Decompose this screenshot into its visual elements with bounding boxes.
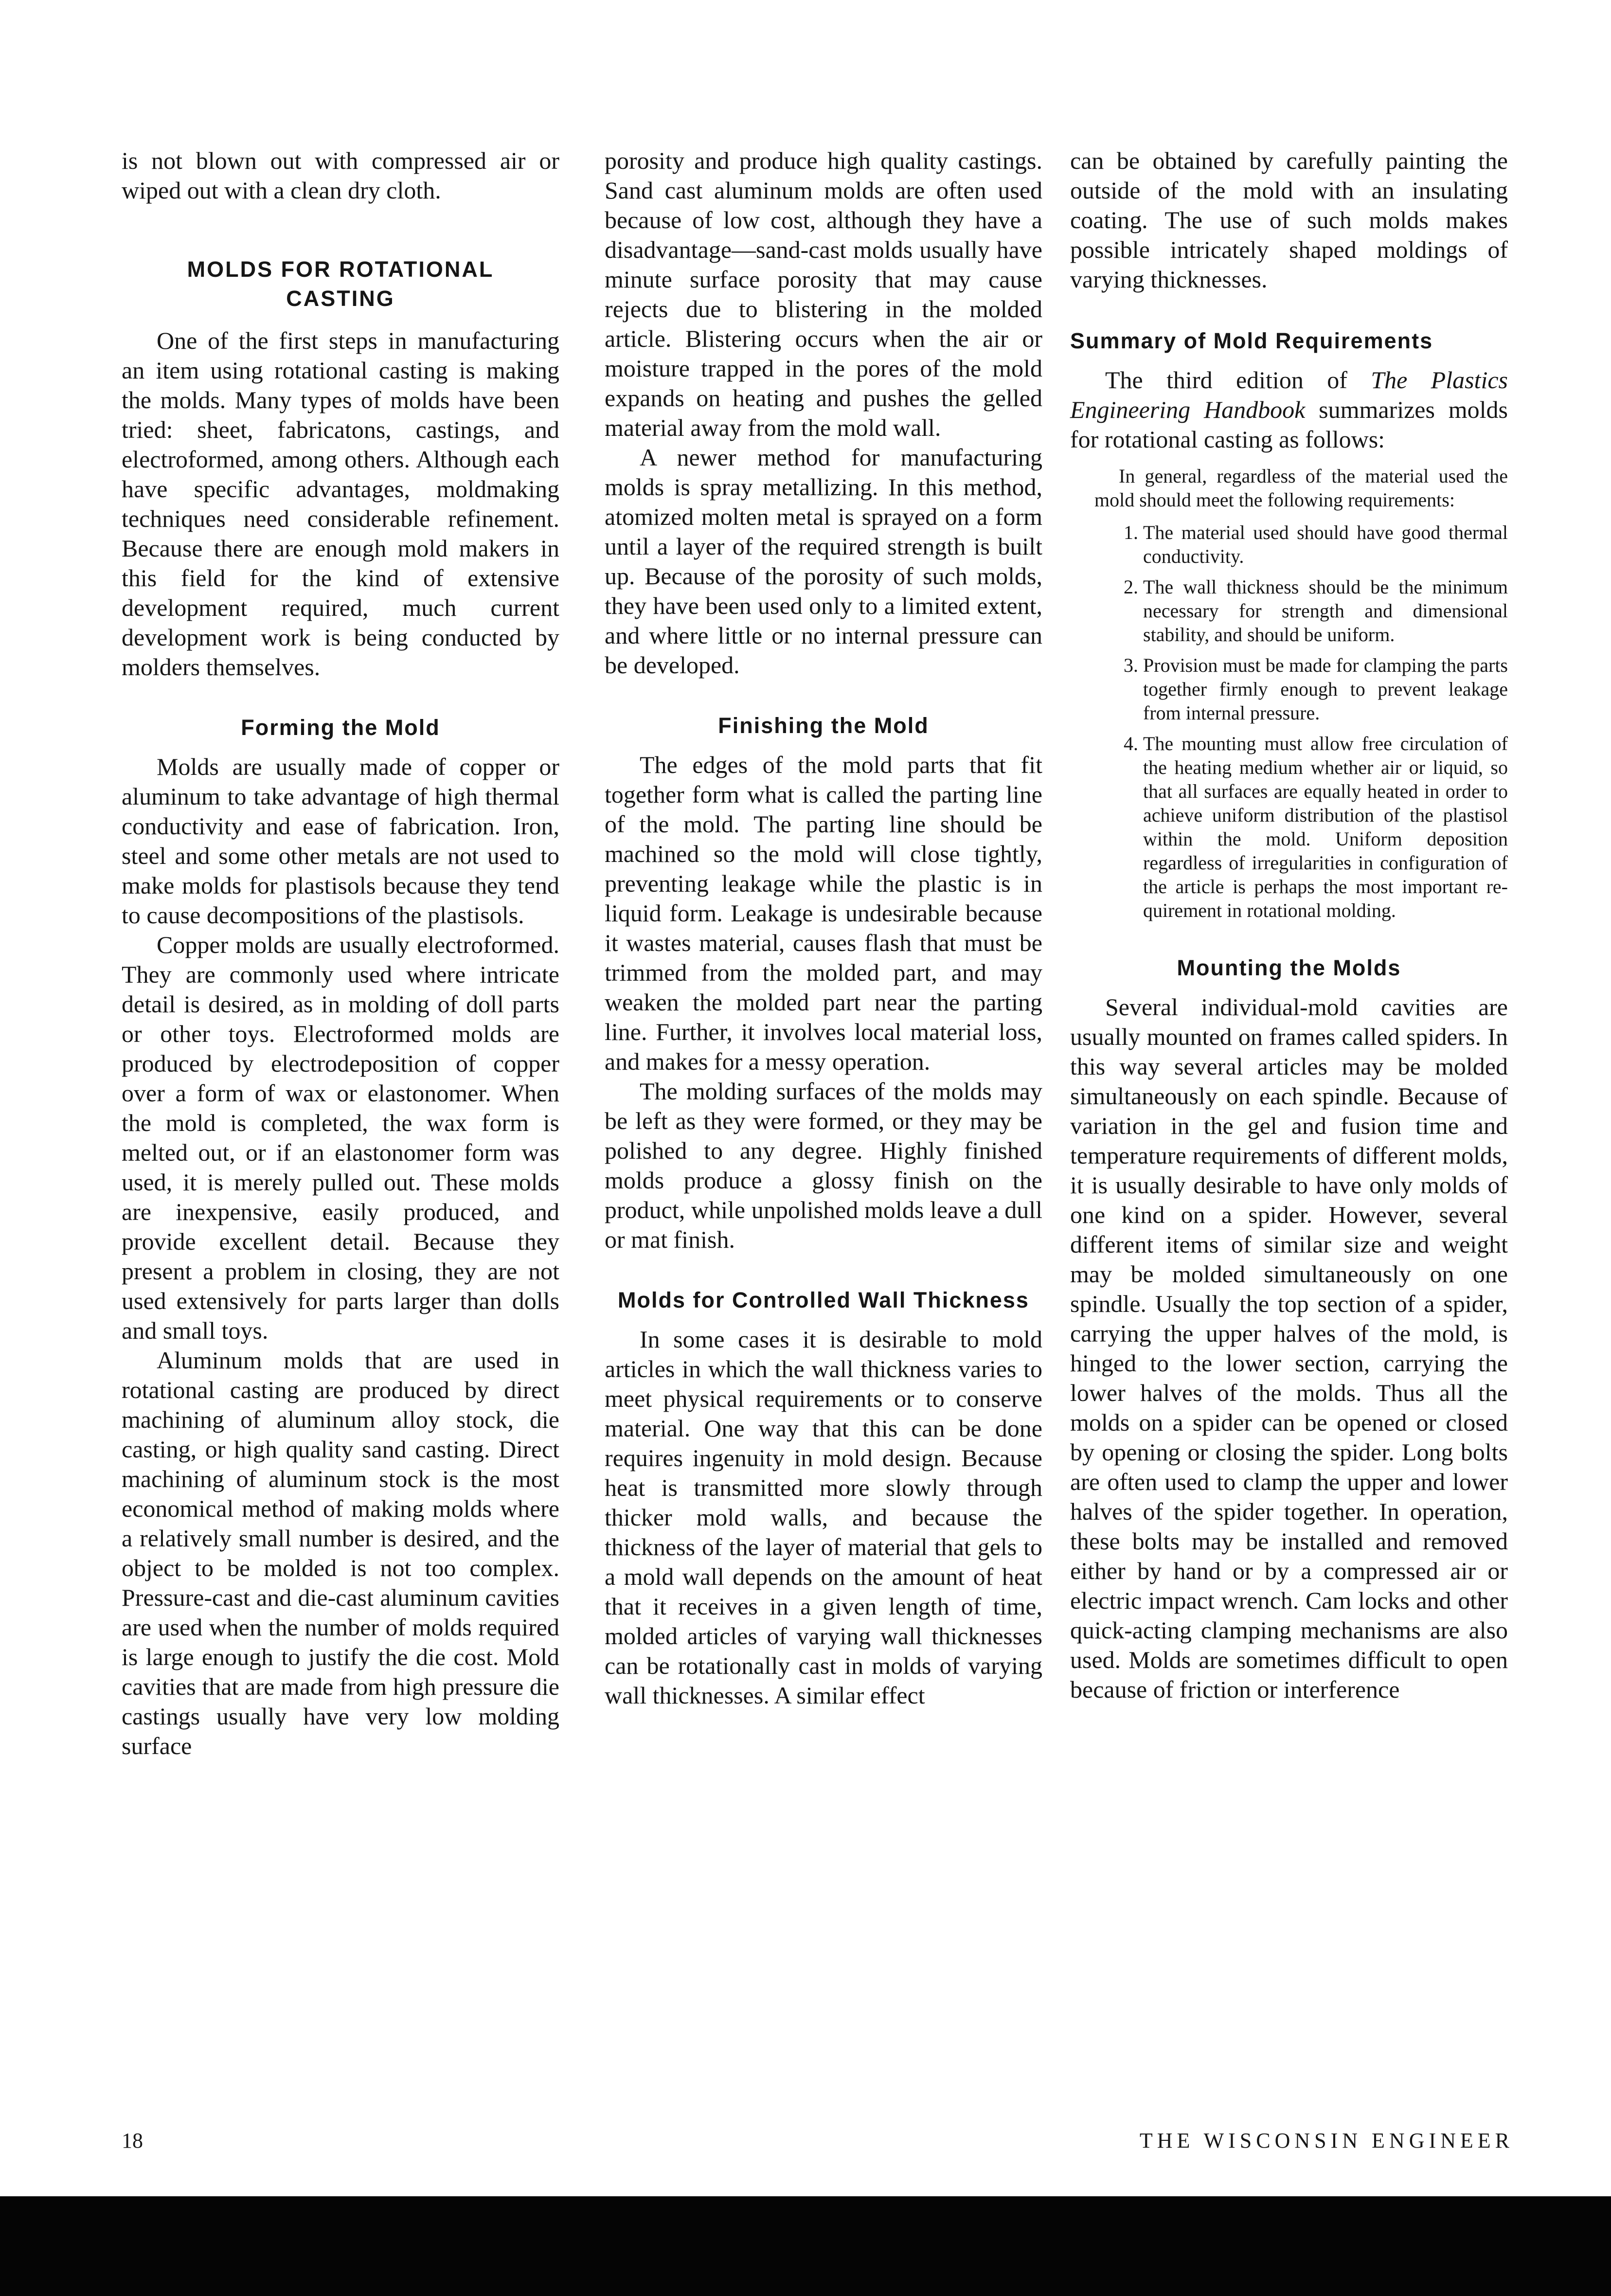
list-item: 4. The mounting must allow free circulation of the heating medium whether air or liquid, so that all surfaces are equally heated in order to achieve uniform distribution of the plastisol within the mold. Uniform deposition regardless of irregularities in configuration of the article is perhaps the most important requirement in rotational molding. [1143, 732, 1508, 922]
paragraph: Several individual-mold cavities are usually mounted on frames called spiders. In this way several articles may be molded simultaneously on each spindle. Because of variation in the gel and fusion time and temperature requirements of different molds, it is usually desirable to have only molds of one kind on a spider. However, several different items of similar size and weight may be molded simultaneously on one spindle. Usually the top section of a spider, carrying the upper halves of the mold, is hinged to the lower section, carrying the lower halves of the molds. Thus all the molds on a spider can be opened or closed by opening or closing the spider. Long bolts are often used to clamp the upper and lower halves of the spider together. In operation, these bolts may be installed and removed either by hand or by a compressed air or electric impact wrench. Cam locks and other quick-acting clamping mechanisms are also used. Molds are sometimes difficult to open because of friction or interference [1070, 993, 1508, 1703]
requirements-list [1094, 520, 1508, 922]
subheading-finishing-the-mold: Finishing the Mold [718, 713, 929, 738]
list-item: 1. The material used should have good thermal conductivity. [1143, 520, 1508, 568]
handbook-title: The Plastics Engineering Handbook [1070, 366, 1508, 423]
paragraph: In some cases it is desirable to mold articles in which the wall thickness varies to meet physical requirements or to conserve material. One way that this can be done requires ingenuity in mold design. Because heat is transmitted more slowly through thicker mold walls, and because the thickness of the layer of material that gels to a mold wall depends on the amount of heat that it receives in a given length of time, molded articles of varying wall thicknesses can be rotationally cast in molds of varying wall thicknesses. A similar effect [605, 1326, 1042, 1709]
list-item: 2. The wall thickness should be the minimum necessary for strength and dimensional stability, and should be uniform. [1143, 575, 1508, 646]
masthead: THE WISCONSIN ENGINEER [1139, 2129, 1514, 2152]
paragraph [1070, 365, 1508, 454]
page-number: 18 [122, 2129, 143, 2152]
text-run: summarizes molds for rotational casting as follows: [1070, 396, 1508, 453]
subheading-molds-for-controlled-wall-thickness: Molds for Controlled Wall Thickness [618, 1288, 1029, 1312]
paragraph: can be obtained by carefully painting the outside of the mold with an insulating coating. The use of such molds makes possible intricately shaped moldings of varying thicknesses. [1070, 147, 1508, 293]
subheading-forming-the-mold: Forming the Mold [241, 715, 440, 740]
list-item: 3. Provision must be made for clamping the parts together firmly enough to prevent leakage from internal pressure. [1143, 653, 1508, 725]
section-heading-molds-for-rotational-casting: MOLDS FOR ROTATIONAL CASTING [187, 257, 494, 311]
subheading-summary-of-mold-requirements: Summary of Mold Requirements [1070, 328, 1433, 353]
paragraph: A newer method for manufacturing molds is spray metallizing. In this method, atomized molten metal is sprayed on a form until a layer of the required strength is built up. Because of the porosity of such molds, they have been used only to a limited extent, and where little or no internal pressure can be developed. [605, 444, 1042, 679]
paragraph: Molds are usually made of copper or aluminum to take advantage of high thermal conductivity and ease of fabrication. Iron, steel and some other metals are not used to make molds for plastisols because they tend to cause decompositions of the plastisols. [122, 753, 559, 929]
paragraph: is not blown out with compressed air or wiped out with a clean dry cloth. [122, 147, 559, 204]
quote-intro: In general, regardless of the material used the mold should meet the following requirements: [1094, 465, 1508, 511]
text-run: The third edition of [1105, 366, 1371, 394]
paragraph: Aluminum molds that are used in rotational casting are produced by direct machining of aluminum alloy stock, die casting, or high quality sand casting. Direct machining of aluminum stock is the most economical method of making molds where a relatively small number is desired, and the object to be molded is not too complex. Pressure-cast and die-cast aluminum cavities are used when the number of molds required is large enough to justify the die cost. Mold cavities that are made from high pressure die castings usually have very low molding surface [122, 1346, 559, 1759]
block-quote [1094, 464, 1508, 922]
paragraph: porosity and produce high quality castings. Sand cast aluminum molds are often used because of low cost, although they have a disadvantage—sand-cast molds usually have minute surface porosity that may cause rejects due to blistering in the molded article. Blistering occurs when the air or moisture trapped in the pores of the mold expands on heating and pushes the gelled material away from the mold wall. [605, 147, 1042, 441]
column-2 [605, 146, 1042, 1710]
paragraph: One of the first steps in manufacturing an item using rotational casting is making the molds. Many types of molds have been tried: sheet, fabricatons, castings, and electroformed, among others. Although each have specific advantages, moldmaking techniques need considerable refinement. Because there are enough mold makers in this field for the kind of extensive development required, much current development work is being conducted by molders themselves. [122, 327, 559, 681]
paragraph: Copper molds are usually electroformed. They are commonly used where intricate detail is desired, as in molding of doll parts or other toys. Electroformed molds are produced by electrodeposition of copper over a form of wax or elastonomer. When the mold is completed, the wax form is melted out, or if an elastonomer form was used, it is merely pulled out. These molds are inexpensive, easily produced, and provide excellent detail. Because they present a problem in closing, they are not used extensively for parts larger than dolls and small toys. [122, 931, 559, 1344]
scan-border [0, 2196, 1611, 2296]
subheading-mounting-the-molds: Mounting the Molds [1177, 955, 1401, 980]
paragraph: The edges of the mold parts that fit together form what is called the parting line of the mold. The parting line should be machined so the mold will close tightly, preventing leakage while the plastic is in liquid form. Leakage is undesirable because it wastes material, causes flash that must be trimmed from the molded part, and may weaken the molded part near the parting line. Further, it involves local material loss, and makes for a messy operation. [605, 751, 1042, 1075]
column-3 [1070, 146, 1508, 1704]
column-1 [122, 146, 559, 1761]
paragraph: The molding surfaces of the molds may be left as they were formed, or they may be polished to any degree. Highly finished molds produce a glossy finish on the product, while unpolished molds leave a dull or mat finish. [605, 1077, 1042, 1253]
